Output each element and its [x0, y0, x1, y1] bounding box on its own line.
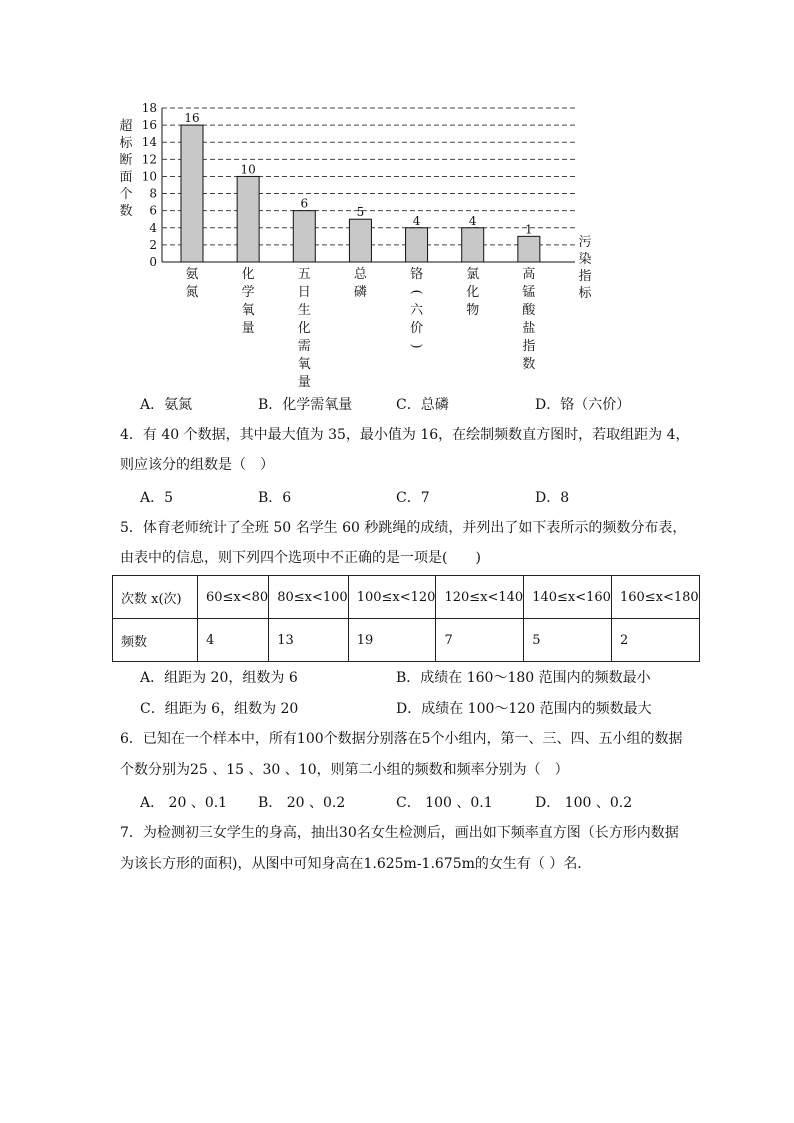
bar-value-label: 16 [184, 111, 200, 126]
bar [237, 176, 259, 262]
frequency-table [112, 575, 700, 662]
category-label-char: 氨 [185, 267, 199, 282]
q3-option-c[interactable]: C．总磷 [396, 397, 449, 413]
q5-option-c[interactable]: C．组距为 6，组数为 20 [140, 701, 299, 717]
table-cell: 频数 [113, 619, 198, 662]
table-cell: 140≤x<160 [524, 576, 612, 619]
table-header-row [113, 576, 700, 619]
q4-option-d[interactable]: D．8 [535, 490, 570, 506]
x-axis-title-char: 污 [578, 235, 592, 250]
table-cell: 4 [198, 619, 269, 662]
q6-option-a[interactable]: A． 20 、0.1 [140, 795, 228, 811]
category-label-char: 学 [241, 285, 255, 300]
category-label-char: 五 [297, 267, 311, 282]
table-cell: 160≤x<180 [611, 576, 699, 619]
category-label-char: 化 [297, 321, 311, 336]
category-label-char: 氮 [185, 285, 199, 300]
bar-value-label: 1 [525, 222, 533, 237]
y-tick-label: 4 [149, 220, 157, 235]
category-label-char: ) [408, 343, 424, 349]
q5-option-b[interactable]: B．成绩在 160～180 范围内的频数最小 [396, 670, 651, 686]
q5-text-line1: 5．体育老师统计了全班 50 名学生 60 秒跳绳的成绩，并列出了如下表所示的频数分布表， [120, 520, 687, 536]
q4-option-a[interactable]: A．5 [140, 490, 174, 506]
category-label-char: 数 [522, 357, 536, 372]
y-axis-title [119, 118, 133, 219]
category-label-char: 盐 [522, 321, 536, 336]
bar [181, 125, 203, 262]
q5-option-a[interactable]: A．组距为 20，组数为 6 [140, 670, 298, 686]
category-label-char: 氧 [241, 303, 255, 318]
x-axis-title-char: 指 [578, 269, 592, 284]
q6-option-b[interactable]: B． 20 、0.2 [258, 795, 346, 811]
category-label-char: 价 [410, 321, 424, 336]
x-axis-title-char: 染 [578, 252, 592, 267]
q4-text-line1: 4．有 40 个数据，其中最大值为 35，最小值为 16，在绘制频数直方图时，若取组距为 4， [120, 427, 690, 443]
category-label-char: 化 [241, 267, 255, 282]
table-cell: 13 [269, 619, 348, 662]
bar [406, 228, 428, 262]
y-axis-title-char: 个 [119, 187, 133, 202]
table-cell: 5 [524, 619, 612, 662]
bar-chart [110, 100, 610, 390]
bar-value-label: 4 [412, 213, 421, 228]
bar-value-label: 5 [356, 205, 365, 220]
y-axis-title-char: 面 [119, 170, 133, 185]
y-tick-label: 10 [141, 169, 157, 184]
q5-option-d[interactable]: D．成绩在 100～120 范围内的频数最大 [396, 701, 652, 717]
category-label-char: 化 [466, 285, 480, 300]
bar [349, 219, 371, 262]
q7-text-line1: 7．为检测初三女学生的身高，抽出30名女生检测后，画出如下频率直方图（长方形内数据 [120, 825, 679, 841]
category-label-char: 酸 [522, 303, 536, 318]
category-label-char: 量 [297, 375, 311, 390]
y-tick-label: 14 [141, 135, 157, 150]
table-cell: 120≤x<140 [436, 576, 524, 619]
bar-value-label: 6 [300, 196, 309, 211]
category-label-char: 磷 [353, 285, 367, 300]
q6-text-line1: 6．已知在一个样本中，所有100个数据分别落在5个小组内，第一、三、四、五小组的数据 [120, 731, 683, 747]
table-cell: 19 [348, 619, 436, 662]
category-label-char: 需 [297, 339, 311, 354]
category-label-char: 铬 [410, 267, 424, 282]
category-label-char: 指 [522, 339, 536, 354]
y-tick-label: 0 [149, 255, 157, 269]
y-tick-label: 12 [141, 152, 157, 167]
y-tick-label: 18 [141, 101, 157, 115]
bar-value-label: 4 [468, 213, 477, 228]
category-label-char: 日 [297, 285, 311, 300]
q4-text-line2: 则应该分的组数是（ ） [120, 457, 274, 473]
q4-option-c[interactable]: C．7 [396, 490, 430, 506]
table-cell: 80≤x<100 [269, 576, 348, 619]
bar-value-label: 10 [240, 162, 256, 177]
y-tick-label: 16 [141, 118, 157, 133]
q3-option-a[interactable]: A．氨氮 [140, 397, 193, 413]
category-label-char: 生 [297, 303, 311, 318]
x-axis-title [578, 235, 592, 301]
y-tick-label: 6 [149, 203, 157, 218]
category-label-char: ( [408, 289, 424, 295]
table-cell: 7 [436, 619, 524, 662]
q6-option-c[interactable]: C． 100 、0.1 [396, 795, 493, 811]
bar [293, 211, 315, 262]
table-cell: 次数 x(次) [113, 576, 198, 619]
x-axis-title-char: 标 [578, 286, 592, 301]
q7-text-line2: 为该长方形的面积)，从图中可知身高在1.625m-1.675m的女生有（ ）名． [120, 856, 592, 872]
q4-option-b[interactable]: B．6 [258, 490, 292, 506]
category-label-char: 氧 [297, 357, 311, 372]
q6-text-line2: 个数分别为25 、15 、30 、10，则第二小组的频数和频率分别为（ ） [120, 762, 569, 778]
category-label-char: 量 [241, 321, 255, 336]
q3-option-d[interactable]: D．铬（六价） [535, 397, 631, 413]
category-label-char: 物 [466, 303, 480, 318]
y-axis-title-char: 数 [119, 204, 133, 219]
category-label-char: 高 [522, 267, 536, 282]
q6-option-d[interactable]: D． 100 、0.2 [535, 795, 633, 811]
category-label-char: 总 [353, 267, 367, 282]
category-label-char: 锰 [522, 285, 536, 300]
category-label-char: 六 [410, 303, 424, 318]
q5-text-line2: 由表中的信息，则下列四个选项中不正确的是一项是( ) [120, 550, 481, 566]
q3-option-b[interactable]: B．化学需氧量 [258, 397, 353, 413]
y-axis-title-char: 标 [119, 136, 133, 151]
bar [462, 228, 484, 262]
table-cell: 60≤x<80 [198, 576, 269, 619]
y-tick-label: 2 [149, 237, 157, 252]
y-axis-title-char: 断 [119, 153, 133, 168]
table-row [113, 619, 700, 662]
table-cell: 100≤x<120 [348, 576, 436, 619]
y-tick-label: 8 [149, 186, 157, 201]
bar [518, 236, 540, 262]
y-axis-title-char: 超 [119, 119, 133, 134]
table-cell: 2 [611, 619, 699, 662]
category-label-char: 氯 [466, 267, 480, 282]
